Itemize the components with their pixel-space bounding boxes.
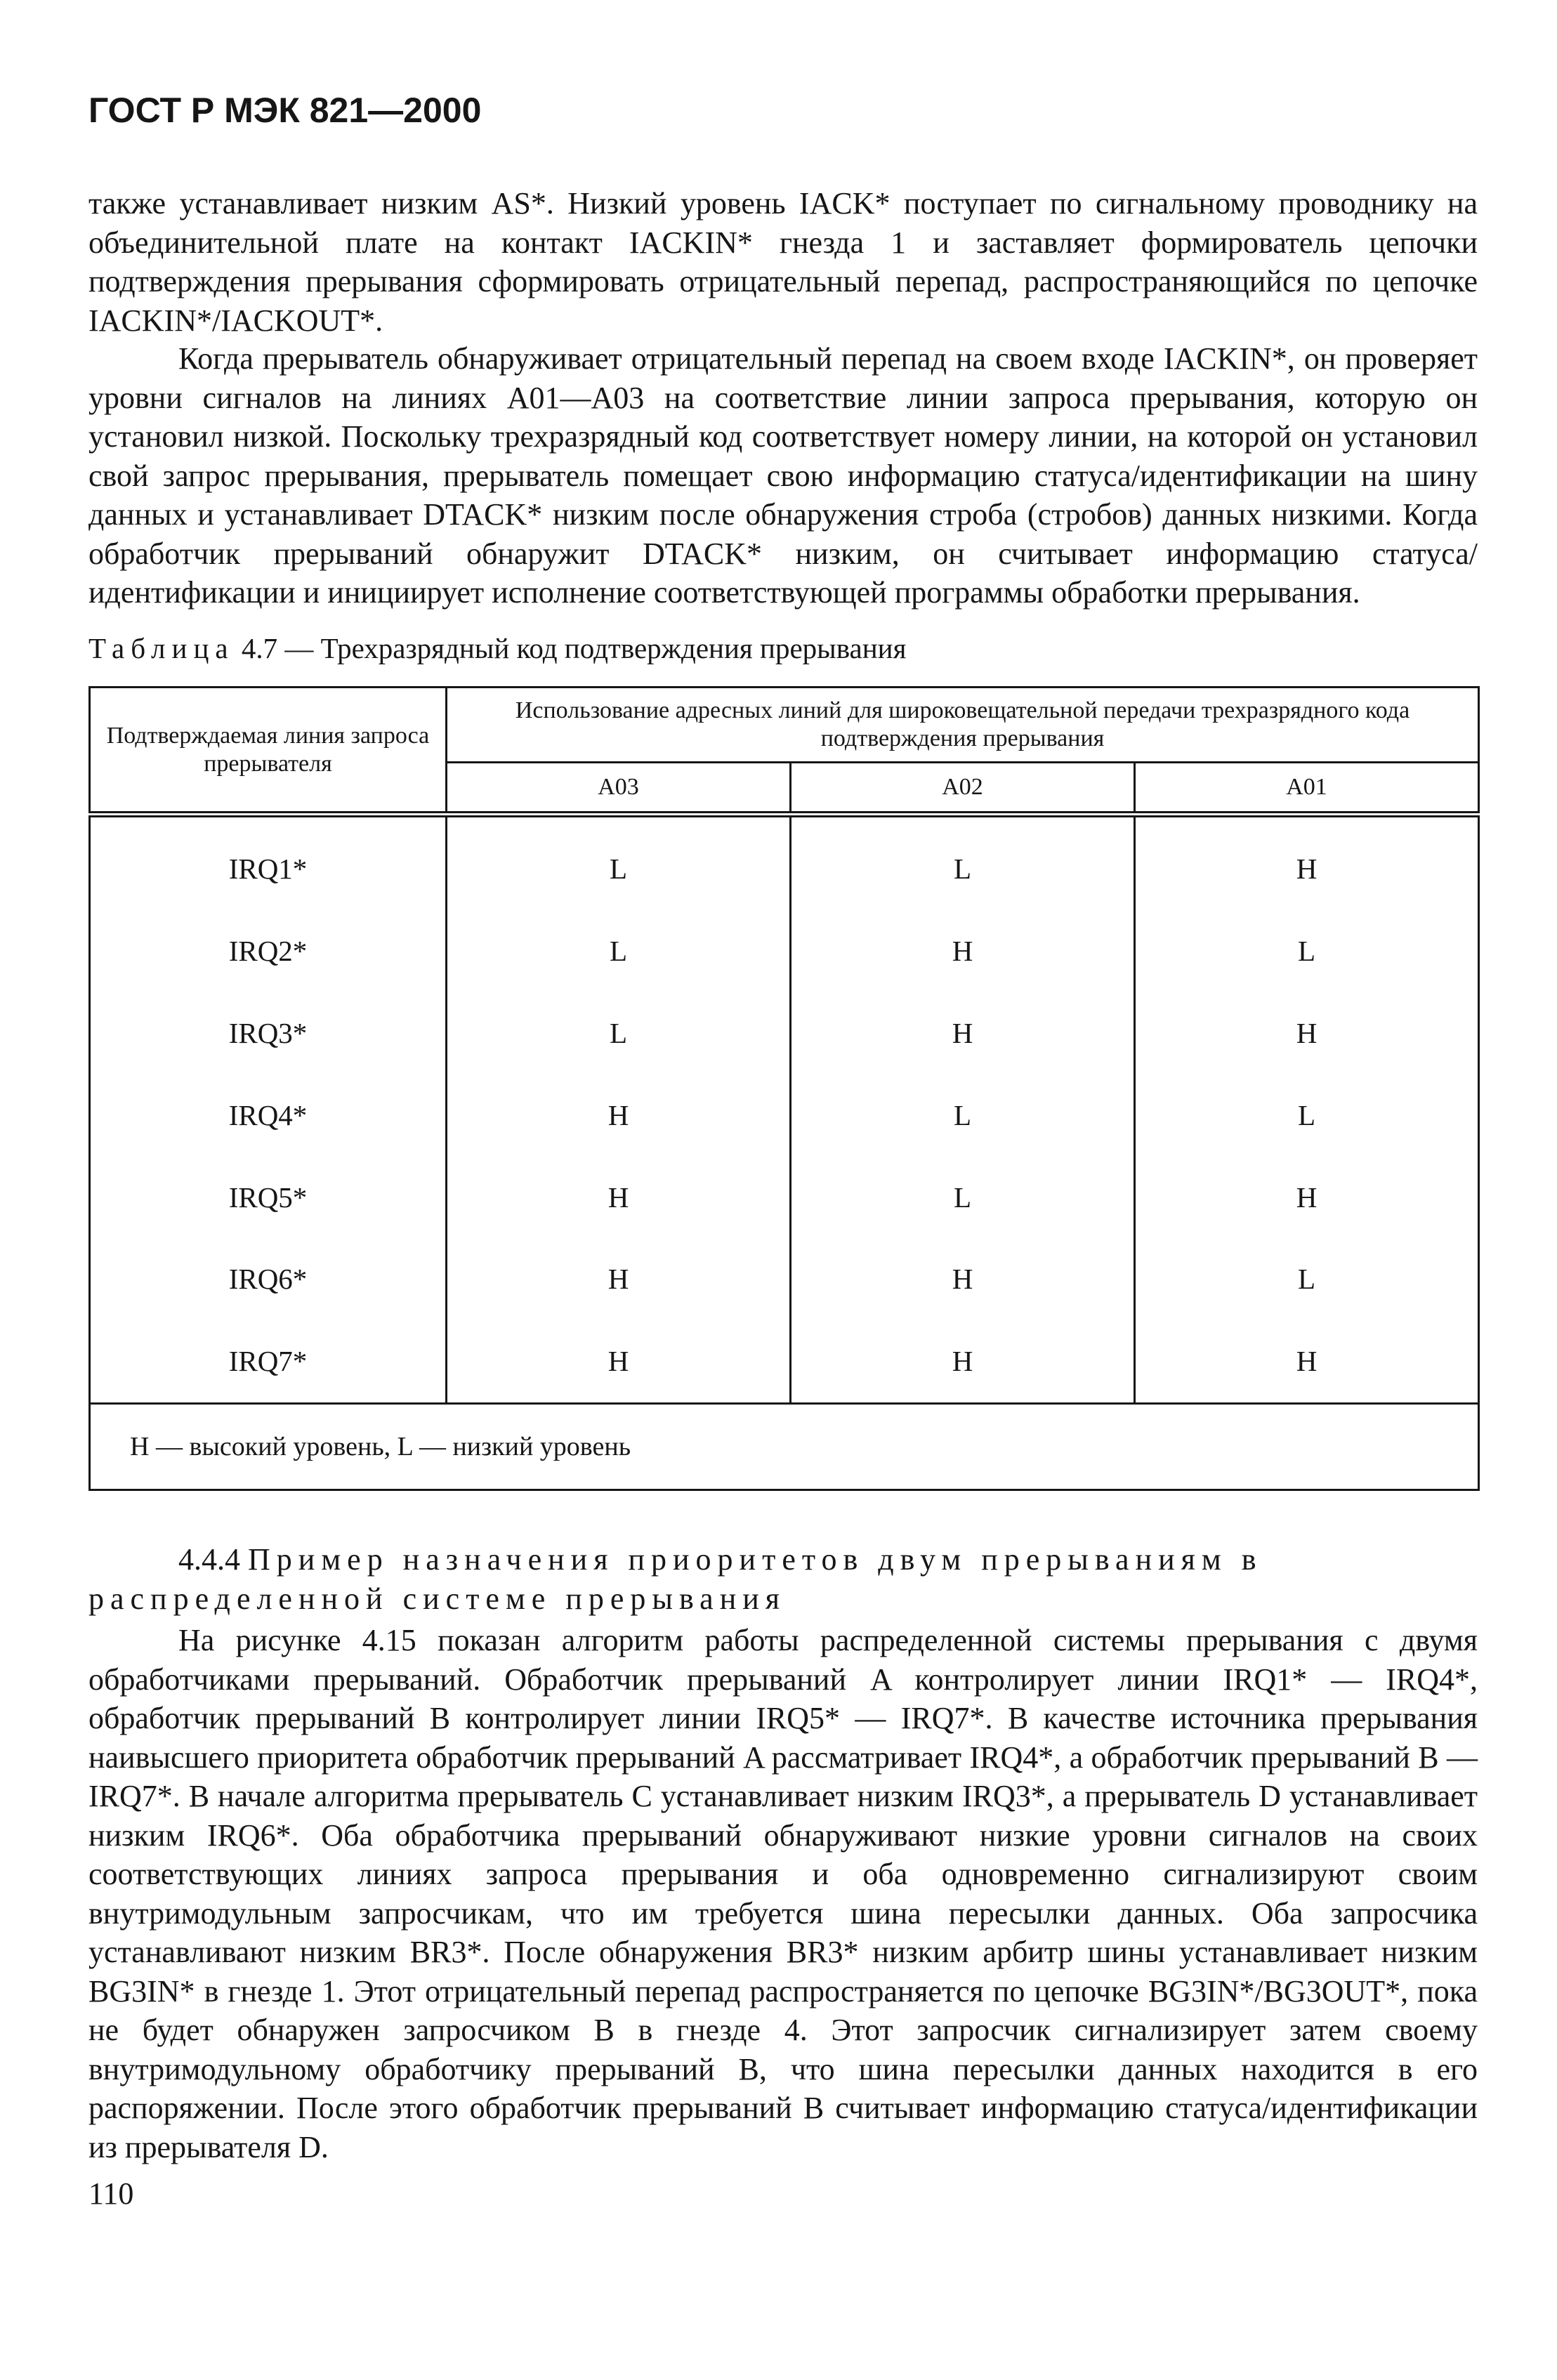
cell-irq: IRQ7*: [90, 1320, 447, 1403]
cell-a01: H: [1135, 1156, 1479, 1238]
header-a02: A02: [791, 763, 1135, 815]
cell-a01: L: [1135, 1238, 1479, 1320]
page-number: 110: [88, 2176, 134, 2211]
header-a03: A03: [447, 763, 791, 815]
cell-a03: H: [447, 1074, 791, 1156]
table-caption-word: Таблица: [88, 632, 235, 664]
cell-a03: L: [447, 815, 791, 910]
cell-a03: H: [447, 1156, 791, 1238]
table-caption-text: 4.7 — Трехразрядный код подтверждения прерывания: [241, 632, 907, 664]
cell-a03: H: [447, 1238, 791, 1320]
paragraph-interrupter: Когда прерыватель обнаруживает отрицательный перепад на своем входе IACKIN*, он проверяет уровни сигналов на линиях A01—A03 на соответствие линии запроса прерывания, которую он установил низкой. Поскольку трехразрядный код соответствует номеру линии, на которой он установил свой запрос прерывания, прерыватель помещает свою информацию статуса/идентификации на шину данных и устанавливает DTACK* низким после обнаружения строба (стробов) данных низкими. Когда обработчик прерываний обнаружит DTACK* низким, он считывает информацию статуса/идентификации и инициирует исполнение соответствующей программы обработки прерывания.: [88, 341, 1478, 610]
cell-a03: L: [447, 909, 791, 992]
table-row: [90, 1074, 1479, 1156]
document-header: ГОСТ Р МЭК 821—2000: [88, 91, 482, 130]
cell-irq: IRQ4*: [90, 1074, 447, 1156]
table-caption: [88, 631, 906, 666]
cell-irq: IRQ6*: [90, 1238, 447, 1320]
cell-a02: H: [791, 1320, 1135, 1403]
section-heading: [88, 1540, 1478, 1618]
table-row: [90, 992, 1479, 1074]
cell-irq: IRQ3*: [90, 992, 447, 1074]
table-row: [90, 1238, 1479, 1320]
irq-table-container: [88, 686, 1478, 1491]
cell-a02: L: [791, 815, 1135, 910]
table-legend-row: [90, 1403, 1479, 1490]
header-address-lines: Использование адресных линий для широковещательной передачи трехразрядного кода подтверждения прерывания: [447, 688, 1479, 763]
cell-a03: L: [447, 992, 791, 1074]
section-title: Пример назначения приоритетов двум прерываниям в распределенной системе прерывания: [88, 1542, 1263, 1616]
table-legend: H — высокий уровень, L — низкий уровень: [90, 1403, 1479, 1490]
table-row: [90, 1156, 1479, 1238]
cell-a01: L: [1135, 1074, 1479, 1156]
section-number: 4.4.4: [178, 1542, 240, 1577]
cell-a02: H: [791, 909, 1135, 992]
table-row: [90, 1320, 1479, 1403]
irq-code-table: [88, 686, 1480, 1491]
cell-irq: IRQ2*: [90, 909, 447, 992]
cell-a01: H: [1135, 815, 1479, 910]
cell-a02: L: [791, 1156, 1135, 1238]
cell-a02: L: [791, 1074, 1135, 1156]
cell-a01: L: [1135, 909, 1479, 992]
header-acknowledged-line: Подтверждаемая линия запроса прерывателя: [90, 688, 447, 815]
cell-a02: H: [791, 1238, 1135, 1320]
table-row: [90, 909, 1479, 992]
cell-irq: IRQ5*: [90, 1156, 447, 1238]
paragraph-iack: также устанавливает низким AS*. Низкий уровень IACK* поступает по сигнальному проводнику на объединительной плате на контакт IACKIN* гнезда 1 и заставляет формирователь цепочки подтверждения прерывания сформировать отрицательный перепад, распространяющийся по цепочке IACKIN*/IACKOUT*.: [88, 186, 1478, 338]
cell-a01: H: [1135, 1320, 1479, 1403]
table-row: [90, 815, 1479, 910]
cell-a03: H: [447, 1320, 791, 1403]
paragraph-example: На рисунке 4.15 показан алгоритм работы распределенной системы прерывания с двумя обработчиками прерываний. Обработчик прерываний A контролирует линии IRQ1* — IRQ4*, обработчик прерываний B контролирует линии IRQ5* — IRQ7*. В качестве источника прерывания наивысшего приоритета обработчик прерываний A рассматривает IRQ4*, а обработчик прерываний B — IRQ7*. В начале алгоритма прерыватель C устанавливает низким IRQ3*, а прерыватель D устанавливает низким IRQ6*. Оба обработчика прерываний обнаруживают низкие уровни сигналов на своих соответствующих линиях запроса прерывания и оба одновременно сигнализируют своим внутримодульным запросчикам, что им требуется шина пересылки данных. Оба запросчика устанавливают низким BR3*. После обнаружения BR3* низким арбитр шины устанавливает низким BG3IN* в гнезде 1. Этот отрицательный перепад распространяется по цепочке BG3IN*/BG3OUT*, пока не будет обнаружен запросчиком B в гнезде 4. Этот запросчик сигнализирует затем своему внутримодульному обработчику прерываний B, что шина пересылки данных находится в его распоряжении. После этого обработчик прерываний B считывает информацию статуса/идентификации из прерывателя D.: [88, 1623, 1478, 2164]
cell-irq: IRQ1*: [90, 815, 447, 910]
header-a01: A01: [1135, 763, 1479, 815]
cell-a02: H: [791, 992, 1135, 1074]
cell-a01: H: [1135, 992, 1479, 1074]
